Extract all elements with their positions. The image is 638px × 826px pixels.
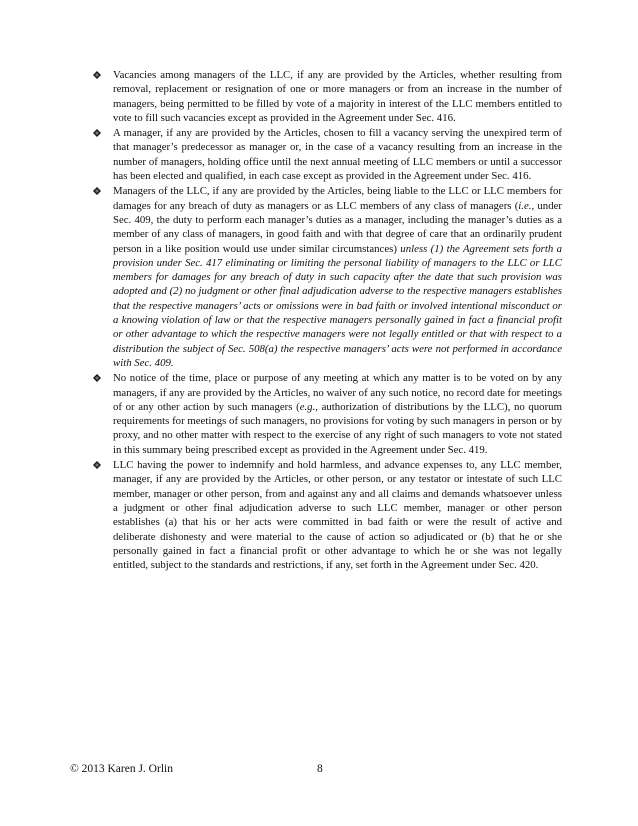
italic-text-segment: e.g.	[299, 400, 316, 413]
italic-text-segment: unless (1) the Agreement sets forth a provision under Sec. 417 eliminating or limiting the personal liability of managers to the LLC or LLC members for damages for any breach of duty in such capacity after the date that such provision was adopted and (2) no judgment or other final adjudication adverse to the respective managers establishes that the respective managers’ acts or omissions were in bad faith or involved intentional misconduct or a knowing violation of law or that the respective managers personally gained in fact a financial profit or other advantage to which the respective managers were not legally entitled or that with respect to a distribution the subject of Sec. 508(a) the respective managers’ acts were not performed in accordance with Sec. 409.	[113, 242, 563, 369]
diamond-bullet-icon	[93, 461, 101, 469]
list-item	[113, 458, 562, 572]
bullet-list	[0, 68, 638, 572]
italic-text-segment: i.e.	[518, 199, 532, 212]
diamond-bullet-icon	[93, 374, 101, 382]
diamond-bullet-icon	[93, 187, 101, 195]
text-segment: A manager, if any are provided by the Articles, chosen to fill a vacancy serving the unexpired term of that manager’s predecessor as manager or, in the case of a vacancy resulting from an increase in the number of managers, holding office until the next annual meeting of LLC members or until a successor has been elected and qualified, in each case except as provided in the Agreement under Sec. 416.	[113, 127, 562, 183]
list-item-text	[113, 68, 562, 125]
list-item	[113, 371, 562, 457]
text-segment: Managers of the LLC, if any are provided by the Articles, being liable to the LLC or LLC members for damages for any breach of duty as managers or as LLC members of any class of managers (	[113, 185, 562, 212]
diamond-bullet-icon	[93, 129, 101, 137]
list-item-text	[113, 126, 562, 183]
list-item	[113, 68, 562, 125]
list-item-text	[113, 184, 562, 370]
text-segment: No notice of the time, place or purpose of any meeting at which any matter is to be voted on by any managers, if any are provided by the Articles, no waiver of any such notice, no record date for meetings of or any other action by such managers (	[113, 372, 562, 413]
text-segment: Vacancies among managers of the LLC, if any are provided by the Articles, whether resulting from removal, replacement or resignation of one or more managers or from an increase in the number of managers, being permitted to be filled by vote of a majority in interest of the LLC members entitled to vote to fill such vacancies except as provided in the Agreement under Sec. 416.	[113, 69, 562, 124]
text-segment: LLC having the power to indemnify and hold harmless, and advance expenses to, any LLC member, manager, if any are provided by the Articles, or other person, or any testator or intestate of such LLC member, manager or other person, from and against any and all claims and demands whatsoever unless a judgment or other final adjudication adverse to such LLC member, manager or other person establishes (a) that his or her acts were committed in bad faith or were the result of active and deliberate dishonesty and were material to the cause of action so adjudicated or (b) that he or she personally gained in fact a financial profit or other advantage to which he or she was not legally entitled, subject to the standards and restrictions, if any, set forth in the Agreement under Sec. 420.	[113, 459, 562, 572]
list-item-text	[113, 458, 562, 572]
text-segment: , authorization of distributions by the LLC), no quorum requirements for meetings of such managers, no provisions for voting by such managers in person or by proxy, and no other matter with respect to the exercise of any right of such managers to vote not stated in this summary being prescribed except as provided in the Agreement under Sec. 419.	[113, 400, 562, 456]
text-segment: , under Sec. 409, the duty to perform each manager’s duties as a manager, including the manager’s duties as a member of any class of managers, in good faith and with that degree of care that an ordinarily prudent person in a like position would use under similar circumstances)	[113, 199, 562, 255]
diamond-bullet-icon	[93, 71, 101, 79]
list-item-text	[113, 371, 562, 457]
list-item	[113, 126, 562, 183]
page-number: 8	[317, 763, 323, 775]
list-item	[113, 184, 562, 370]
footer-copyright: © 2013 Karen J. Orlin	[70, 763, 173, 775]
